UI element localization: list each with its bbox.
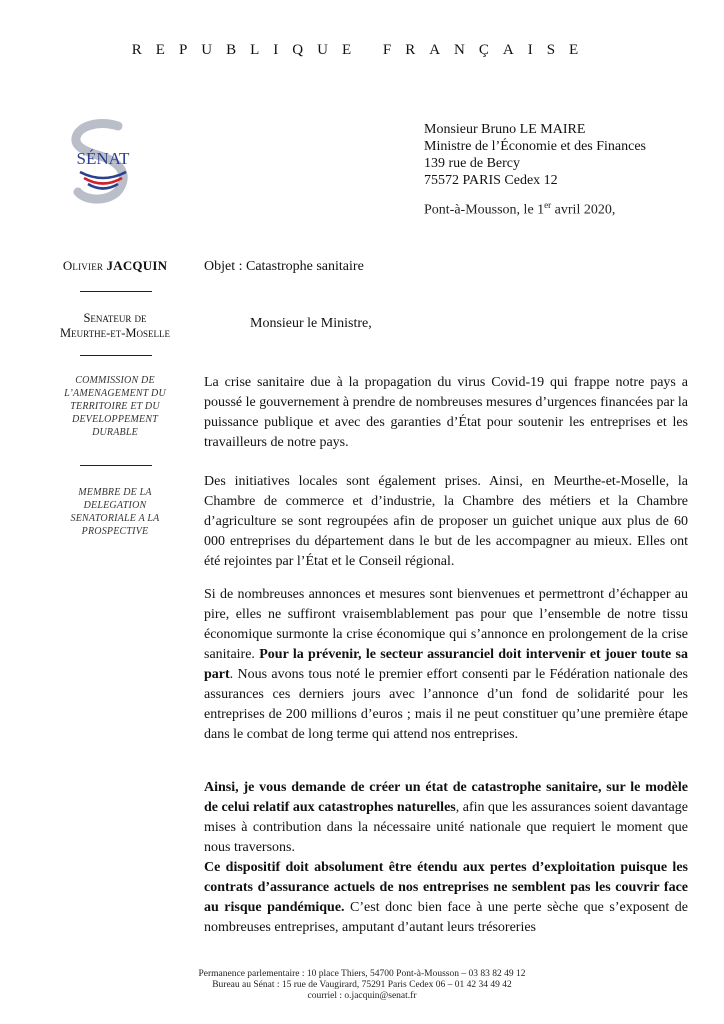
membre-line: SENATORIALE A LA [70,513,160,524]
senator-role [40,311,190,341]
commission-line: L’AMENAGEMENT DU [64,388,166,399]
commission-line: TERRITOIRE ET DU [70,401,160,412]
paragraph-3 [204,585,688,745]
paragraph-text: La crise sanitaire due à la propagation du virus Covid-19 qui frappe notre pays a poussé le gouvernement à prendre de nombreuses mesures d’urgences financées par la puissance publique et avec des garanties d’État pour soutenir les entreprises et les travailleurs de notre pays. [204,375,688,450]
membre-line: MEMBRE DE LA [78,487,152,498]
paragraph-text: , afin que les assurances soient davantage mises à contribution dans la nécessaire unité nationale que requiert le moment que nous traversons. [204,800,688,855]
letter-date [424,200,615,219]
senat-logo [62,118,144,206]
paragraph-text: C’est donc bien face à une perte sèche que s’exposent de nombreuses entreprises, amputant d’autant leurs trésoreries [204,900,688,935]
header-title: REPUBLIQUE FRANÇAISE [131,42,593,58]
membre-line: DELEGATION [83,500,147,511]
commission-line: DEVELOPPEMENT [72,414,158,425]
date-sup: er [544,200,552,210]
logo-text: SÉNAT [76,149,130,168]
recipient-line: 75572 PARIS Cedex 12 [424,173,558,188]
recipient-line: Monsieur Bruno LE MAIRE [424,122,586,137]
senator-last-name: JACQUIN [106,258,168,273]
membre-block [40,486,190,538]
paragraph-text: . Nous avons tous noté le premier effort consenti par le Fédération nationale des assurances ces derniers jours avec l’annonce d’un fond de solidarité pour les entreprises de 200 millions d’euros ; mais il ne peut constituer qu’une première étape dans le combat de long terme qui attend nos entreprises. [204,667,688,742]
paragraph-text: Des initiatives locales sont également prises. Ainsi, en Meurthe-et-Moselle, la Chambre de commerce et d’industrie, la Chambre des métiers et la Chambre d’agriculture se sont regroupées afin de proposer un guichet unique aux plus de 60 000 entreprises du département dans le but de les accompagner au mieux. Elles ont été rejointes par l’État et le Conseil régional. [204,474,688,569]
recipient-line: 139 rue de Bercy [424,156,521,171]
date-prefix: Pont-à-Mousson, le 1 [424,202,545,218]
letter-subject: Objet : Catastrophe sanitaire [204,259,364,274]
senator-first-name: Olivier [62,258,104,273]
role-line: Senateur de [83,311,147,325]
divider [80,355,152,356]
senat-logo-icon [62,118,144,206]
footer-email: courriel : o.jacquin@senat.fr [307,991,417,1001]
paragraph-bold: Ainsi, je vous demande de créer un état de catastrophe sanitaire, sur le modèle de celui relatif aux catastrophes naturelles [204,780,688,815]
recipient-address [424,121,646,189]
commission-line: COMMISSION DE [75,375,155,386]
divider [80,465,152,466]
paragraph-bold: Pour la prévenir, le secteur assuranciel doit intervenir et jouer toute sa part [204,647,688,682]
commission-block [40,374,190,439]
divider [80,291,152,292]
footer-line: Bureau au Sénat : 15 rue de Vaugirard, 75291 Paris Cedex 06 – 01 42 34 49 42 [212,980,512,990]
letter-salutation: Monsieur le Ministre, [250,316,372,331]
paragraph-1 [204,373,688,453]
paragraph-4 [204,778,688,938]
role-line: Meurthe-et-Moselle [60,326,170,340]
date-suffix: avril 2020, [551,202,616,218]
recipient-line: Ministre de l’Économie et des Finances [424,139,646,154]
paragraph-2 [204,472,688,572]
membre-line: PROSPECTIVE [81,526,149,537]
paragraph-text: Si de nombreuses annonces et mesures sont bienvenues et permettront d’échapper au pire, elles ne suffiront vraisemblablement pas pour que l’ensemble de notre tissu économique surmonte la crise économique qui s’annonce en prolongement de la crise sanitaire. [204,587,688,662]
senator-name [40,258,190,274]
paragraph-bold: Ce dispositif doit absolument être étendu aux pertes d’exploitation puisque les contrats d’assurance actuels de nos entreprises ne semblent pas les couvrir face au risque pandémique. [204,860,688,915]
footer-contact [0,969,724,1002]
footer-line: Permanence parlementaire : 10 place Thiers, 54700 Pont-à-Mousson – 03 83 82 49 12 [198,969,526,979]
commission-line: DURABLE [92,427,138,438]
